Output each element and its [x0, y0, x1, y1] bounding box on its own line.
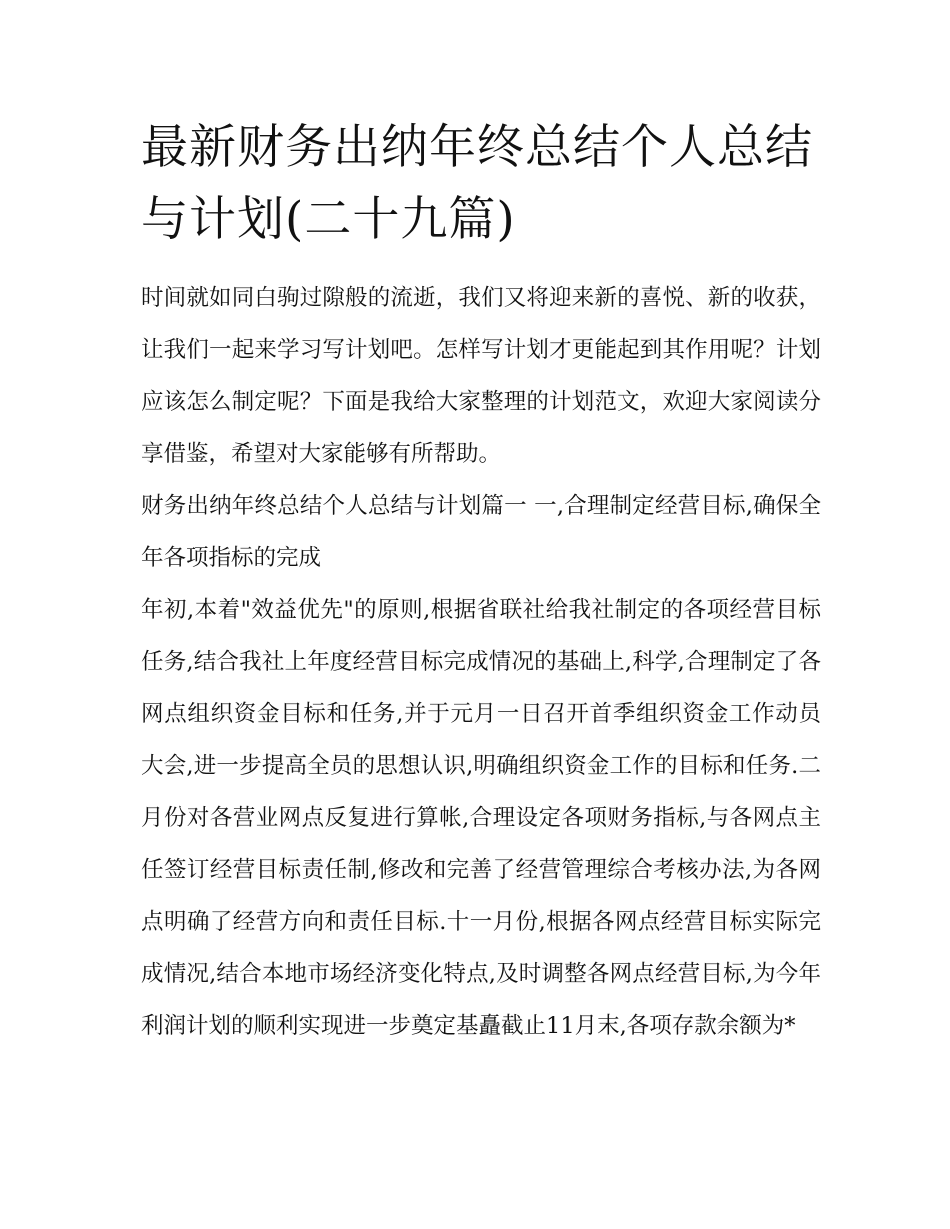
document-title: 最新财务出纳年终总结个人总结与计划(二十九篇)	[141, 120, 813, 247]
body-paragraph: 年初,本着"效益优先"的原则,根据省联社给我社制定的各项经营目标任务,结合我社上年度经营目标完成情况的基础上,科学,合理制定了各网点组织资金目标和任务,并于元月一日召开首季组织资金工作动员大会,进一步提高全员的思想认识,明确组织资金工作的目标和任务.二月份对各营业网点反复进行算帐,合理设定各项财务指标,与各网点主任签订经营目标责任制,修改和完善了经营管理综合考核办法,为各网点明确了经营方向和责任目标.十一月份,根据各网点经营目标实际完成情况,结合本地市场经济变化特点,及时调整各网点经营目标,为今年利润计划的顺利实现进一步奠定基矗截止11月末,各项存款余额为*	[141, 597, 821, 1039]
section-heading: 财务出纳年终总结个人总结与计划篇一 一,合理制定经营目标,确保全年各项指标的完成	[141, 493, 821, 571]
intro-paragraph: 时间就如同白驹过隙般的流逝，我们又将迎来新的喜悦、新的收获，让我们一起来学习写计划吧。怎样写计划才更能起到其作用呢？计划应该怎么制定呢？下面是我给大家整理的计划范文，欢迎大家阅读分享借鉴，希望对大家能够有所帮助。	[141, 285, 821, 467]
document-content	[141, 112, 821, 1052]
